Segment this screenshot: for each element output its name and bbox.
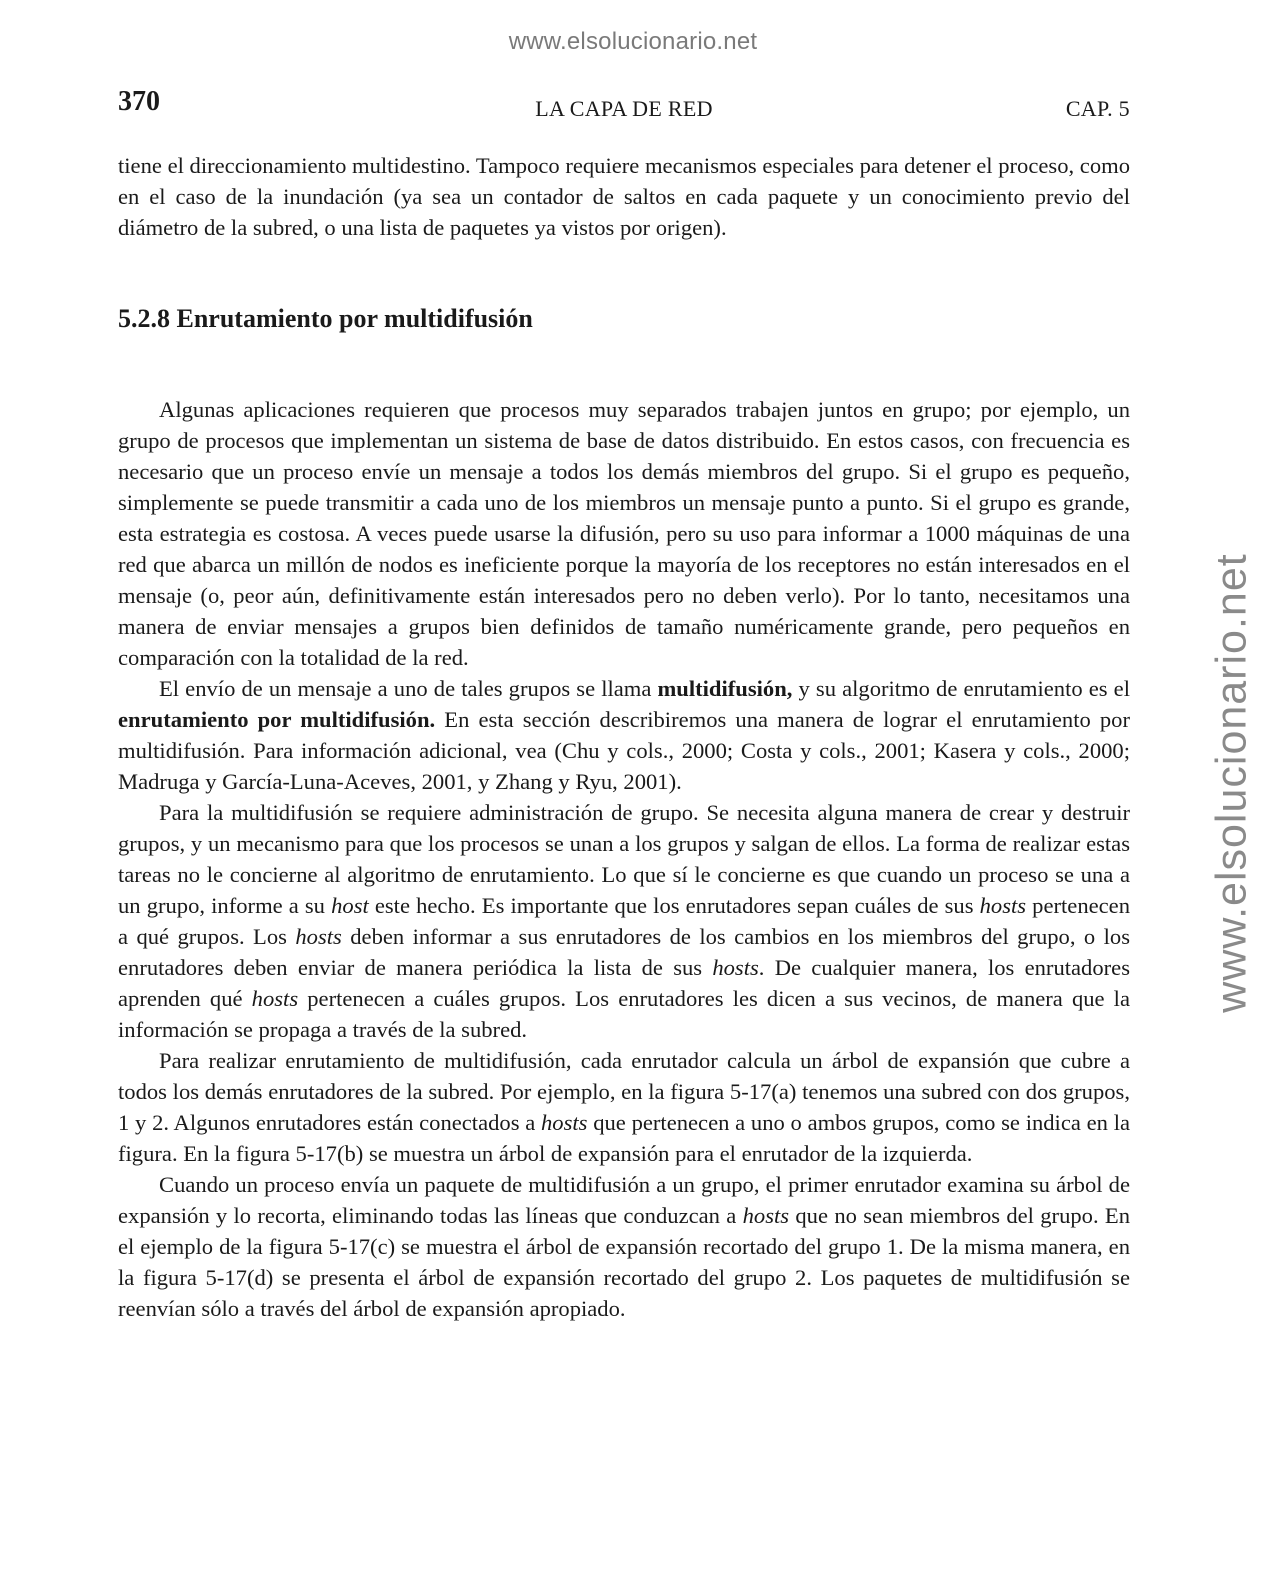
paragraph-2: El envío de un mensaje a uno de tales grupos se llama multidifusión, y su algoritmo de enrutamiento es el enrutamiento por multidifusión. En esta sección describiremos una manera de lograr el enrutamiento por multidifusión. Para información adicional, vea (Chu y cols., 2000; Costa y cols., 2001; Kasera y cols., 2000; Madruga y García-Luna-Aceves, 2001, y Zhang y Ryu, 2001). — [118, 676, 1130, 794]
page-body — [118, 150, 1130, 1324]
running-title: LA CAPA DE RED — [535, 96, 713, 121]
section-heading: 5.2.8 Enrutamiento por multidifusión — [118, 304, 533, 333]
running-head — [118, 86, 1130, 126]
intro-paragraph: tiene el direccionamiento multidestino. Tampoco requiere mecanismos especiales para detener el proceso, como en el caso de la inundación (ya sea un contador de saltos en cada paquete y un conocimiento previo del diámetro de la subred, o una lista de paquetes ya vistos por origen). — [118, 153, 1130, 240]
paragraph-4: Para realizar enrutamiento de multidifusión, cada enrutador calcula un árbol de expansión que cubre a todos los demás enrutadores de la subred. Por ejemplo, en la figura 5-17(a) tenemos una subred con dos grupos, 1 y 2. Algunos enrutadores están conectados a hosts que pertenecen a uno o ambos grupos, como se indica en la figura. En la figura 5-17(b) se muestra un árbol de expansión para el enrutador de la izquierda. — [118, 1048, 1131, 1166]
chapter-label: CAP. 5 — [1065, 96, 1130, 121]
watermark-side: www.elsolucionario.net — [1207, 553, 1256, 1013]
paragraph-5: Cuando un proceso envía un paquete de multidifusión a un grupo, el primer enrutador examina su árbol de expansión y lo recorta, eliminando todas las líneas que conduzcan a hosts que no sean miembros del grupo. En el ejemplo de la figura 5-17(c) se muestra el árbol de expansión recortado del grupo 1. De la misma manera, en la figura 5-17(d) se presenta el árbol de expansión recortado del grupo 2. Los paquetes de multidifusión se reenvían sólo a través del árbol de expansión apropiado. — [118, 1172, 1131, 1321]
paragraph-1: Algunas aplicaciones requieren que procesos muy separados trabajen juntos en grupo; por ejemplo, un grupo de procesos que implementan un sistema de base de datos distribuido. En estos casos, con frecuencia es necesario que un proceso envíe un mensaje a todos los demás miembros del grupo. Si el grupo es pequeño, simplemente se puede transmitir a cada uno de los miembros un mensaje punto a punto. Si el grupo es grande, esta estrategia es costosa. A veces puede usarse la difusión, pero su uso para informar a 1000 máquinas de una red que abarca un millón de nodos es ineficiente porque la mayoría de los receptores no están interesados en el mensaje (o, peor aún, definitivamente están interesados pero no deben verlo). Por lo tanto, necesitamos una manera de enviar mensajes a grupos bien definidos de tamaño numéricamente grande, pero pequeños en comparación con la totalidad de la red. — [118, 397, 1130, 670]
page-number: 370 — [118, 86, 160, 117]
paragraph-3: Para la multidifusión se requiere administración de grupo. Se necesita alguna manera de crear y destruir grupos, y un mecanismo para que los procesos se unan a los grupos y salgan de ellos. La forma de realizar estas tareas no le concierne al algoritmo de enrutamiento. Lo que sí le concierne es que cuando un proceso se una a un grupo, informe a su host este hecho. Es importante que los enrutadores sepan cuáles de sus hosts pertenecen a qué grupos. Los hosts deben informar a sus enrutadores de los cambios en los miembros del grupo, o los enrutadores deben enviar de manera periódica la lista de sus hosts. De cualquier manera, los enrutadores aprenden qué hosts pertenecen a cuáles grupos. Los enrutadores les dicen a sus vecinos, de manera que la información se propaga a través de la subred. — [118, 800, 1131, 1042]
watermark-top: www.elsolucionario.net — [508, 28, 758, 55]
term-enrutamiento-multidifusion: enrutamiento por multidifusión. — [118, 707, 436, 732]
term-multidifusion: multidifusión, — [657, 676, 793, 701]
